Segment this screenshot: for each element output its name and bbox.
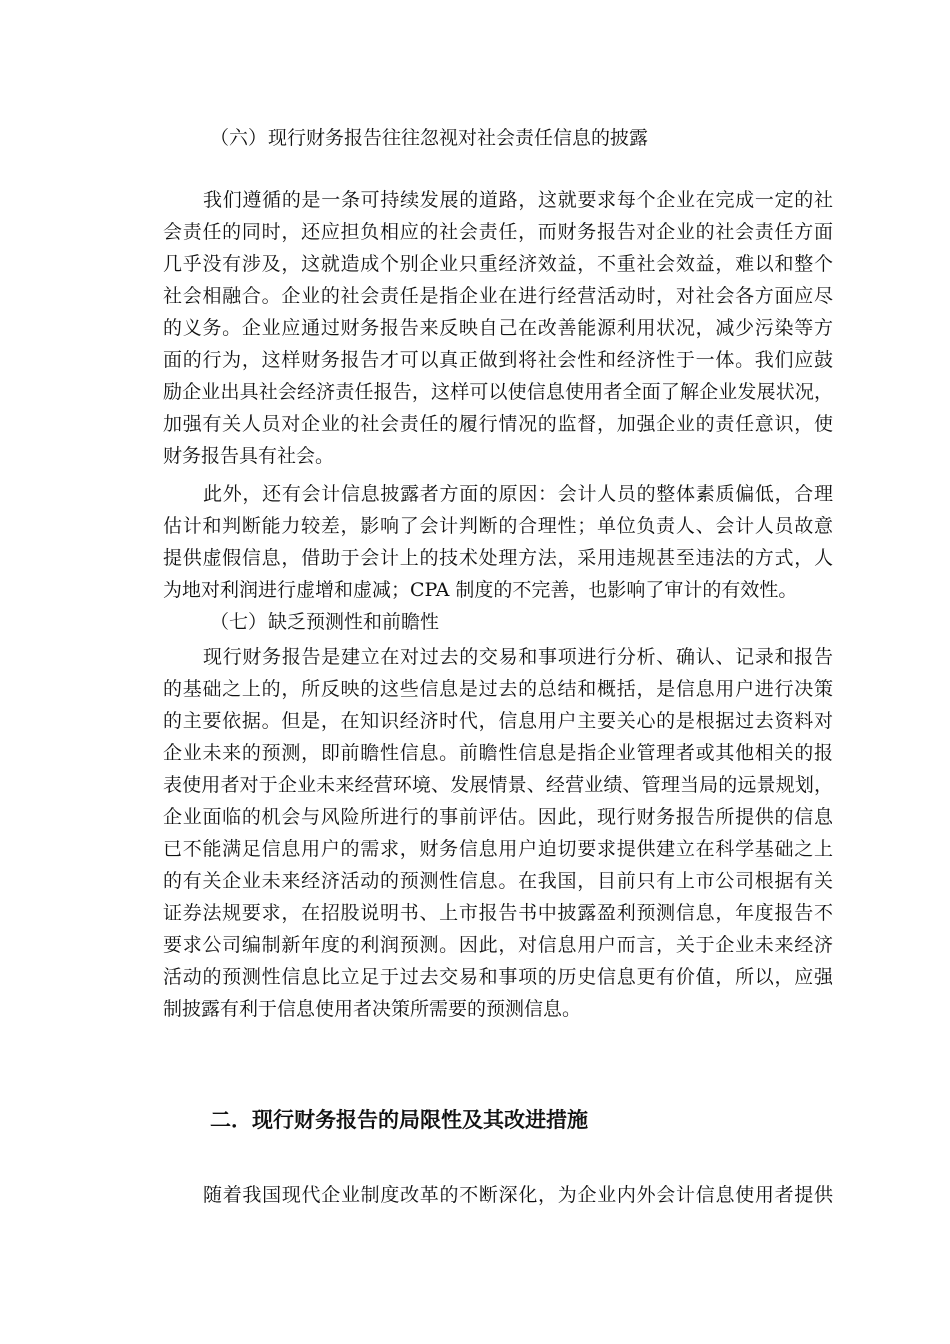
paragraph-line: 我们遵循的是一条可持续发展的道路，这就要求每个企业在完成一定的社 xyxy=(203,189,833,211)
paragraph-line: 此外，还有会计信息披露者方面的原因：会计人员的整体素质偏低，合理 xyxy=(203,483,833,505)
section-title: 现行财务报告往往忽视对社会责任信息的披露 xyxy=(268,127,649,149)
paragraph-line: 社会相融合。企业的社会责任是指企业在进行经营活动时，对社会各方面应尽 xyxy=(163,285,833,307)
paragraph-line: 随着我国现代企业制度改革的不断深化，为企业内外会计信息使用者提供 xyxy=(203,1184,833,1206)
paragraph-line: 的主要依据。但是，在知识经济时代，信息用户主要关心的是根据过去资料对 xyxy=(163,710,833,732)
paragraph-line: 已不能满足信息用户的需求，财务信息用户迫切要求提供建立在科学基础之上 xyxy=(163,838,833,860)
paragraph-line: 要求公司编制新年度的利润预测。因此，对信息用户而言，关于企业未来经济 xyxy=(163,934,833,956)
paragraph-line: 现行财务报告是建立在对过去的交易和事项进行分析、确认、记录和报告 xyxy=(203,646,833,668)
paragraph-line: 活动的预测性信息比立足于过去交易和事项的历史信息更有价值，所以，应强 xyxy=(163,966,833,988)
section-heading-7 xyxy=(210,609,810,635)
paragraph-line: 财务报告具有社会。 xyxy=(163,445,335,467)
section-heading-6 xyxy=(210,125,810,151)
paragraph-line: 的基础之上的，所反映的这些信息是过去的总结和概括，是信息用户进行决策 xyxy=(163,678,833,700)
paragraph-line: 几乎没有涉及，这就造成个别企业只重经济效益，不重社会效益，难以和整个 xyxy=(163,253,833,275)
paragraph-line: 提供虚假信息，借助于会计上的技术处理方法，采用违规甚至违法的方式，人 xyxy=(163,547,833,569)
paragraph-line: 企业未来的预测，即前瞻性信息。前瞻性信息是指企业管理者或其他相关的报 xyxy=(163,742,833,764)
paragraph-line: 的义务。企业应通过财务报告来反映自己在改善能源利用状况，减少污染等方 xyxy=(163,317,833,339)
paragraph-line: 表使用者对于企业未来经营环境、发展情景、经营业绩、管理当局的远景规划， xyxy=(163,774,833,796)
paragraph-line: 制披露有利于信息使用者决策所需要的预测信息。 xyxy=(163,998,582,1020)
paragraph-line: 加强有关人员对企业的社会责任的履行情况的监督，加强企业的责任意识，使 xyxy=(163,413,833,435)
paragraph-line: 面的行为，这样财务报告才可以真正做到将社会性和经济性于一体。我们应鼓 xyxy=(163,349,833,371)
paragraph-line: 的有关企业未来经济活动的预测性信息。在我国，目前只有上市公司根据有关 xyxy=(163,870,833,892)
paragraph-line: 励企业出具社会经济责任报告，这样可以使信息使用者全面了解企业发展状况， xyxy=(163,381,833,403)
section-number: （七） xyxy=(210,611,268,633)
paragraph-line: 企业面临的机会与风险所进行的事前评估。因此，现行财务报告所提供的信息 xyxy=(163,806,833,828)
paragraph-line: 为地对利润进行虚增和虚减；CPA 制度的不完善，也影响了审计的有效性。 xyxy=(163,579,798,601)
section-title-2: 二．现行财务报告的局限性及其改进措施 xyxy=(210,1108,588,1132)
paragraph-line: 估计和判断能力较差，影响了会计判断的合理性；单位负责人、会计人员故意 xyxy=(163,515,833,537)
paragraph-line: 会责任的同时，还应担负相应的社会责任，而财务报告对企业的社会责任方面 xyxy=(163,221,833,243)
paragraph-line: 证券法规要求，在招股说明书、上市报告书中披露盈利预测信息，年度报告不 xyxy=(163,902,833,924)
section-title: 缺乏预测性和前瞻性 xyxy=(268,611,440,633)
section-number: （六） xyxy=(210,127,268,149)
